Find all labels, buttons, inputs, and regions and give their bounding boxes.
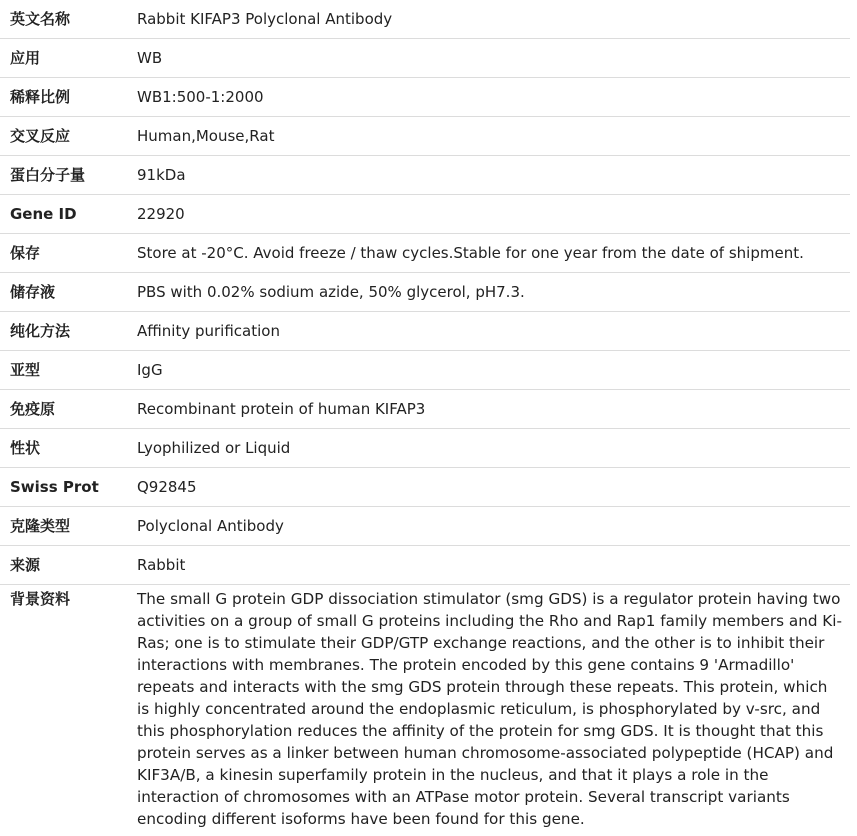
row-value: Store at -20°C. Avoid freeze / thaw cycles.Stable for one year from the date of shipment.	[137, 234, 850, 273]
row-storage-buffer	[0, 273, 850, 312]
row-label: 储存液	[0, 273, 137, 312]
row-label: 英文名称	[0, 0, 137, 39]
row-dilution	[0, 78, 850, 117]
row-value: Affinity purification	[137, 312, 850, 351]
row-label: 背景资料	[10, 590, 71, 608]
row-gene-id	[0, 195, 850, 234]
row-value: IgG	[137, 351, 850, 390]
row-label: 稀释比例	[0, 78, 137, 117]
row-purification	[0, 312, 850, 351]
row-value: Rabbit	[137, 546, 850, 585]
row-value: 22920	[137, 195, 850, 234]
row-form	[0, 429, 850, 468]
row-label: 克隆类型	[0, 507, 137, 546]
row-label: 性状	[0, 429, 137, 468]
row-value: PBS with 0.02% sodium azide, 50% glycerol, pH7.3.	[137, 273, 850, 312]
row-value: 91kDa	[137, 156, 850, 195]
row-host	[0, 546, 850, 585]
row-label: 保存	[0, 234, 137, 273]
row-background	[0, 585, 850, 831]
row-label: 交叉反应	[0, 117, 137, 156]
row-value: WB1:500-1:2000	[137, 78, 850, 117]
row-label: 免疫原	[0, 390, 137, 429]
row-value: Lyophilized or Liquid	[137, 429, 850, 468]
row-cross-reactivity	[0, 117, 850, 156]
row-application	[0, 39, 850, 78]
row-value: Polyclonal Antibody	[137, 507, 850, 546]
row-value: Q92845	[137, 468, 850, 507]
row-molecular-weight	[0, 156, 850, 195]
row-immunogen	[0, 390, 850, 429]
row-value: Rabbit KIFAP3 Polyclonal Antibody	[137, 0, 850, 39]
row-label: 蛋白分子量	[0, 156, 137, 195]
row-clonality	[0, 507, 850, 546]
row-label: 纯化方法	[0, 312, 137, 351]
row-english-name	[0, 0, 850, 39]
row-value: Recombinant protein of human KIFAP3	[137, 390, 850, 429]
row-label: Swiss Prot	[0, 468, 137, 507]
row-isotype	[0, 351, 850, 390]
row-label: 应用	[0, 39, 137, 78]
row-label: 亚型	[0, 351, 137, 390]
row-value: Human,Mouse,Rat	[137, 117, 850, 156]
row-swiss-prot	[0, 468, 850, 507]
row-storage	[0, 234, 850, 273]
row-value: WB	[137, 39, 850, 78]
row-label: 来源	[0, 546, 137, 585]
background-paragraph: The small G protein GDP dissociation stimulator (smg GDS) is a regulator protein having two activities on a group of small G proteins including the Rho and Rap1 family members and Ki-Ras; one is to stimulate their GDP/GTP exchange reactions, and the other is to inhibit their interactions with membranes. The protein encoded by this gene contains 9 'Armadillo' repeats and interacts with the smg GDS protein through these repeats. This protein, which is highly concentrated around the endoplasmic reticulum, is phosphorylated by v-src, and this phosphorylation reduces the affinity of the protein for smg GDS. It is thought that this protein serves as a linker between human chromosome-associated polypeptide (HCAP) and KIF3A/B, a kinesin superfamily protein in the nucleus, and that it plays a role in the interaction of chromosomes with an ATPase motor protein. Several transcript variants encoding different isoforms have been found for this gene.	[137, 590, 842, 828]
row-label: Gene ID	[0, 195, 137, 234]
